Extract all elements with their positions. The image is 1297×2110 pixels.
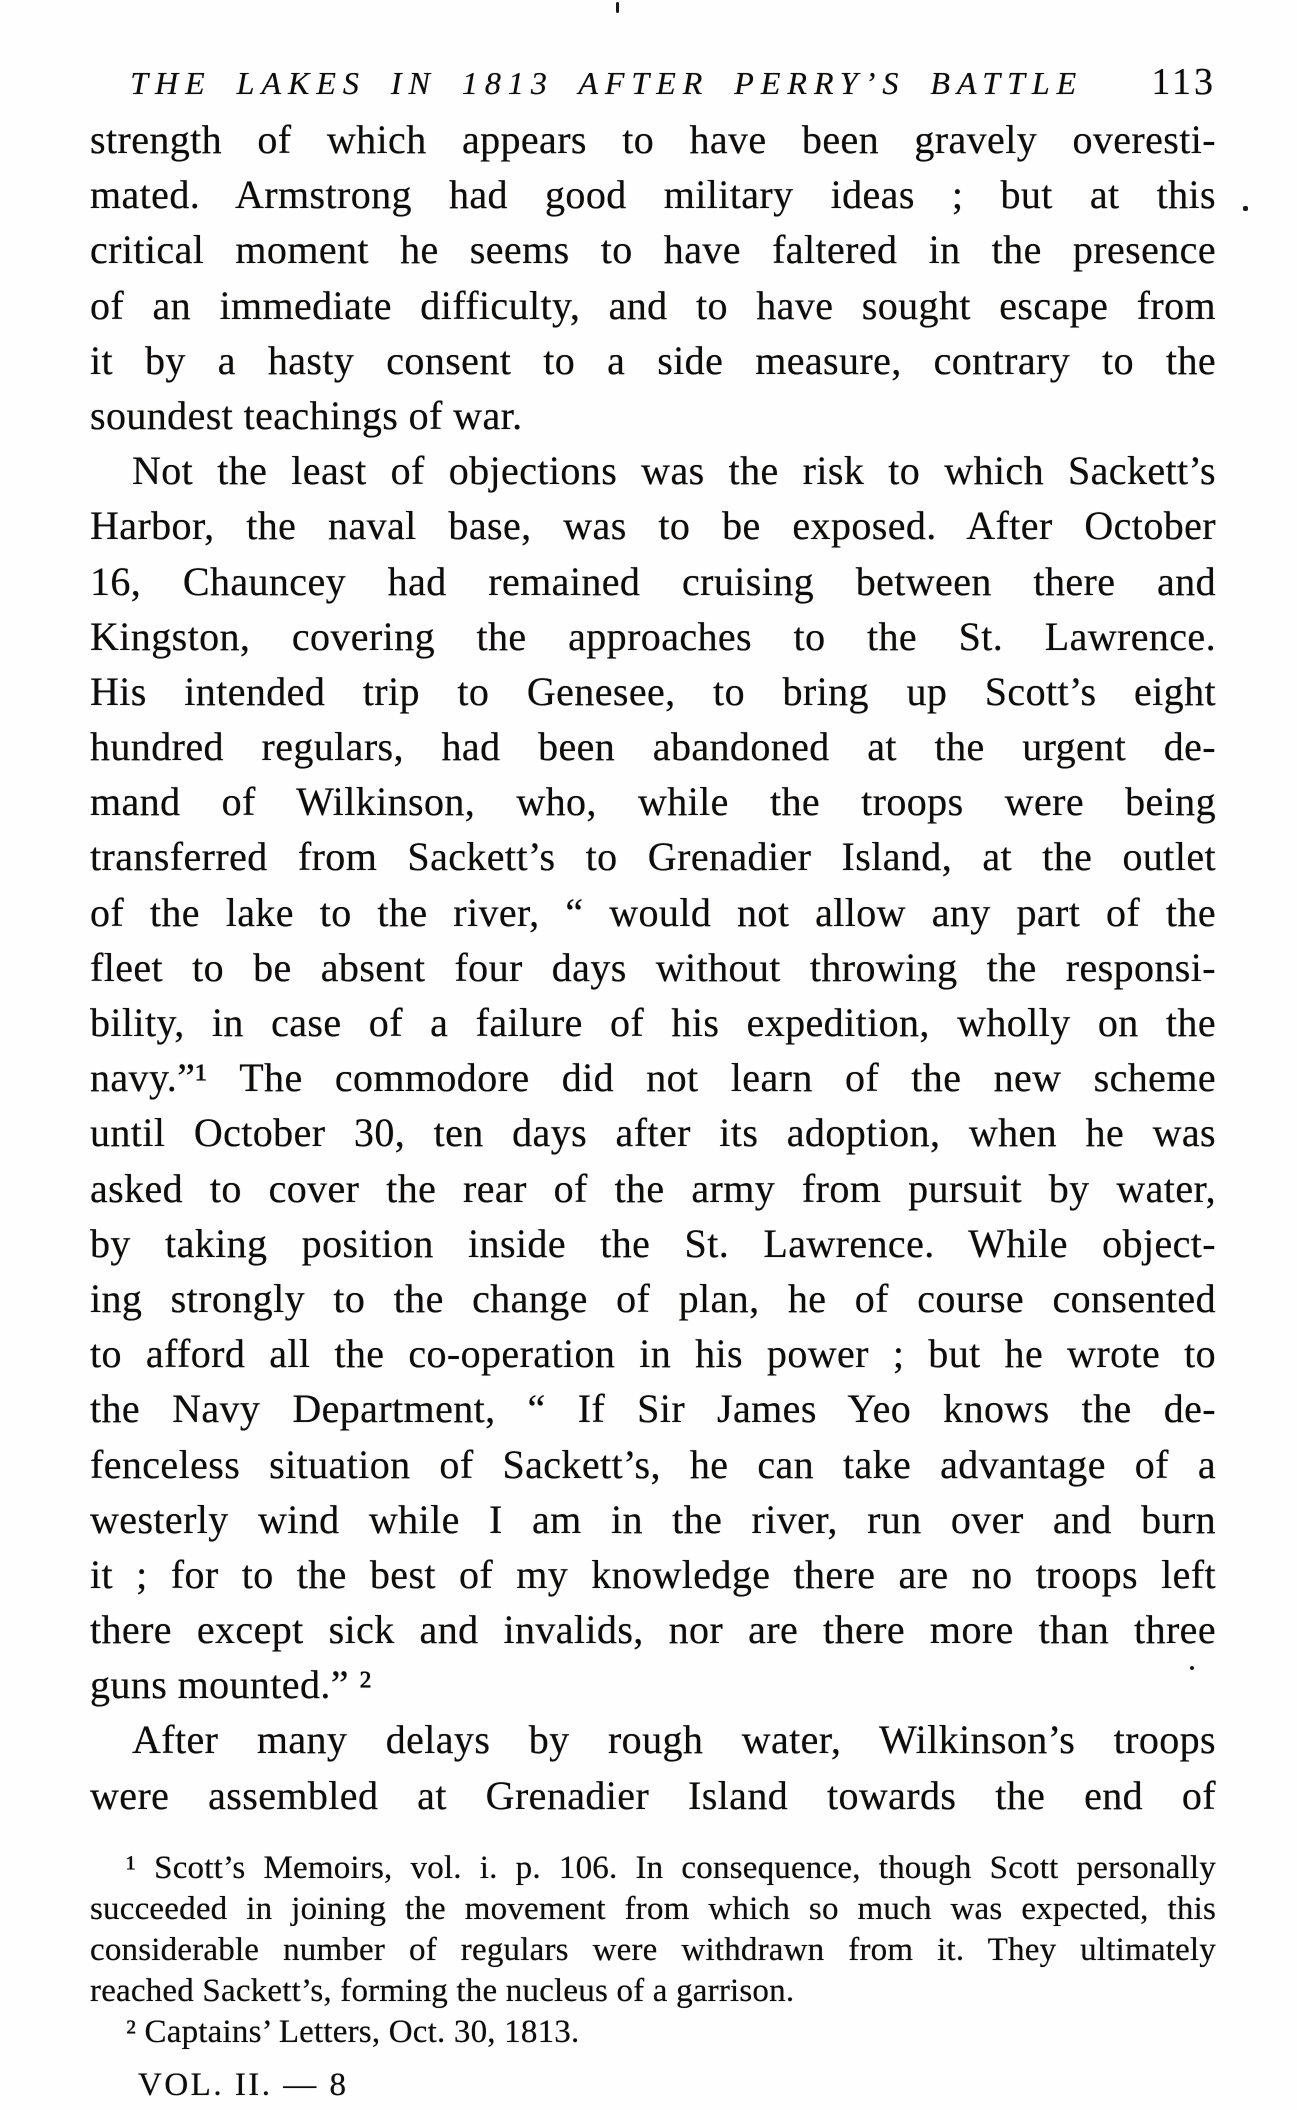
text-line: were assembled at Grenadier Island towards the end of	[90, 1772, 1216, 1818]
text-line: by taking position inside the St. Lawrence. While object-	[90, 1220, 1216, 1266]
text-line: After many delays by rough water, Wilkinson’s troops	[132, 1717, 1216, 1763]
text-line: there except sick and invalids, nor are there more than three	[90, 1607, 1216, 1653]
footnote-line: succeeded in joining the movement from which so much was expected, this	[90, 1891, 1216, 1927]
running-head	[90, 60, 1216, 104]
volume-signature: VOL. II. — 8	[138, 2067, 349, 2103]
footnote-2	[90, 2012, 1216, 2053]
text-line: guns mounted.” ²	[90, 1662, 372, 1708]
text-line: transferred from Sackett’s to Grenadier Island, at the outlet	[90, 834, 1216, 880]
footnote-line: ¹ Scott’s Memoirs, vol. i. p. 106. In consequence, though Scott personally	[126, 1850, 1216, 1886]
text-line: strength of which appears to have been gravely overesti-	[90, 117, 1216, 162]
paragraph-3	[90, 1712, 1216, 1822]
text-line: navy.”¹ The commodore did not learn of the new scheme	[90, 1055, 1216, 1101]
footnotes	[90, 1848, 1216, 2106]
text-line: critical moment he seems to have faltered in the presence	[90, 227, 1216, 273]
text-line: ing strongly to the change of plan, he of course consented	[90, 1275, 1216, 1321]
text-line: until October 30, ten days after its adoption, when he was	[90, 1110, 1216, 1156]
footnote-line: reached Sackett’s, forming the nucleus of a garrison.	[90, 1973, 795, 2009]
text-line: Harbor, the naval base, was to be exposed. After October	[90, 503, 1216, 549]
text-line: fenceless situation of Sackett’s, he can take advantage of a	[90, 1441, 1216, 1487]
page-number: 113	[1151, 61, 1216, 103]
text-line: westerly wind while I am in the river, run over and burn	[90, 1496, 1216, 1542]
text-line: asked to cover the rear of the army from pursuit by water,	[90, 1165, 1216, 1211]
footnote-line: ² Captains’ Letters, Oct. 30, 1813.	[126, 2014, 580, 2050]
text-line: it ; for to the best of my knowledge there are no troops left	[90, 1551, 1216, 1597]
text-line: bility, in case of a failure of his expedition, wholly on the	[90, 1000, 1216, 1045]
chapter-title: THE LAKES IN 1813 AFTER PERRY’S BATTLE	[130, 65, 1084, 101]
text-line: fleet to be absent four days without throwing the responsi-	[90, 944, 1216, 990]
text-line: of an immediate difficulty, and to have sought escape from	[90, 282, 1216, 328]
text-line: His intended trip to Genesee, to bring up Scott’s eight	[90, 668, 1216, 714]
text-line: to afford all the co-operation in his power ; but he wrote to	[90, 1331, 1216, 1377]
text-line: hundred regulars, had been abandoned at the urgent de-	[90, 724, 1216, 770]
text-line: 16, Chauncey had remained cruising between there and	[90, 558, 1216, 604]
body-text	[90, 112, 1216, 1823]
text-line: Kingston, covering the approaches to the St. Lawrence.	[90, 613, 1216, 659]
text-line: the Navy Department, “ If Sir James Yeo knows the de-	[90, 1386, 1216, 1432]
scan-artifact	[616, 2, 619, 13]
text-line: Not the least of objections was the risk to which Sackett’s	[132, 448, 1216, 494]
text-line: mand of Wilkinson, who, while the troops were being	[90, 779, 1216, 825]
footnote-line: considerable number of regulars were withdrawn from it. They ultimately	[90, 1932, 1216, 1968]
text-line: it by a hasty consent to a side measure, contrary to the	[90, 337, 1216, 383]
paragraph-2	[90, 443, 1216, 1712]
text-line: of the lake to the river, “ would not allow any part of the	[90, 889, 1216, 935]
text-line: mated. Armstrong had good military ideas ; but at this	[90, 172, 1216, 218]
scan-artifact	[1243, 206, 1248, 211]
text-line: soundest teachings of war.	[90, 392, 523, 438]
footnote-1	[90, 1848, 1216, 2012]
paragraph-1	[90, 112, 1216, 443]
